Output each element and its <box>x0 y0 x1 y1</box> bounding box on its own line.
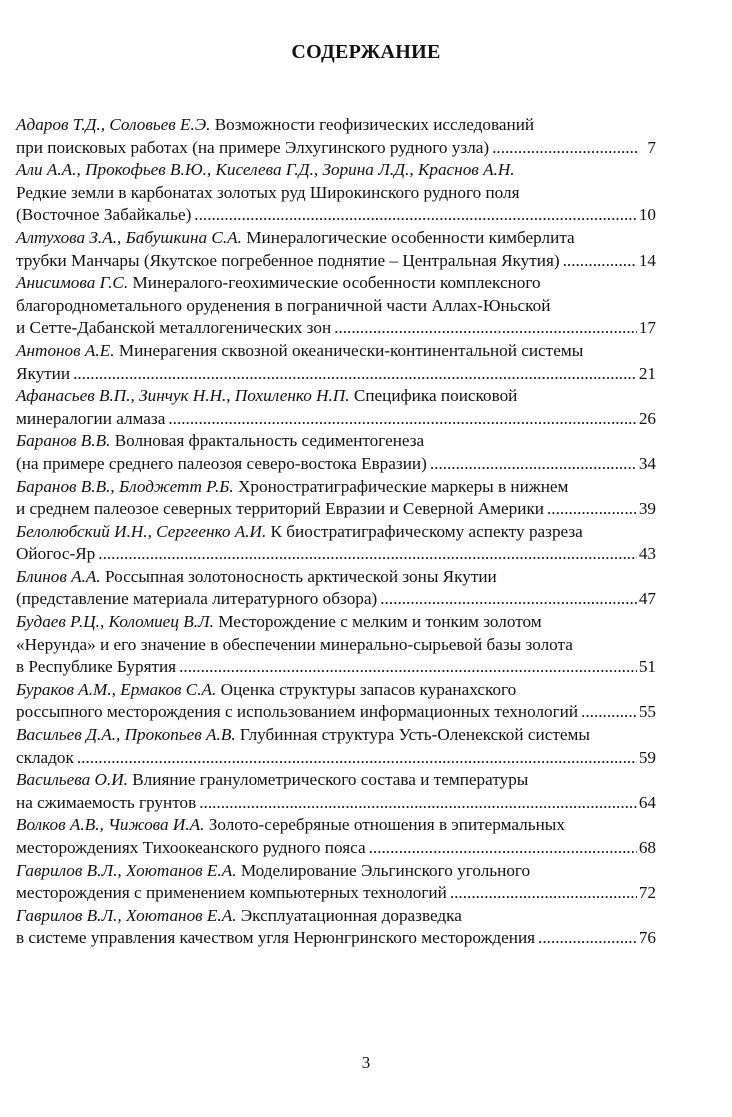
toc-entry-title-text: Специфика поисковой <box>349 386 518 406</box>
dot-leader <box>179 656 637 679</box>
toc-entry-line <box>16 227 656 250</box>
toc-entry-authors: Баранов В.В., Блоджетт Р.Б. <box>16 476 234 496</box>
toc-entry-page: 7 <box>647 137 656 157</box>
toc-entry-line <box>16 769 656 792</box>
toc-entry-title-text: (представление материала литературного обзора) <box>16 589 378 609</box>
toc-entry-title-text: месторождениях Тихоокеанского рудного пояса <box>16 838 366 857</box>
dot-leader <box>563 250 637 273</box>
dot-leader <box>450 882 637 905</box>
toc-entry-line <box>16 385 656 408</box>
toc-entry-line <box>16 340 656 363</box>
toc-entry-title-text: Минерагения сквозной океанически-континентальной системы <box>114 340 584 360</box>
toc-entry-authors: Бураков А.М., Ермаков С.А. <box>16 679 217 699</box>
toc-entry <box>16 430 656 475</box>
toc-entry-authors: Баранов В.В. <box>16 431 111 451</box>
toc-entry-line <box>16 566 656 589</box>
toc-entry-line <box>16 724 656 747</box>
toc-entry <box>16 159 656 227</box>
dot-leader <box>547 498 637 521</box>
toc-entry <box>16 905 656 950</box>
dot-leader <box>581 701 637 724</box>
toc-entry-last-line <box>16 792 656 815</box>
toc-entry-last-line <box>16 498 656 521</box>
toc-entry <box>16 566 656 611</box>
table-of-contents <box>16 114 656 950</box>
toc-entry-page: 47 <box>638 589 656 609</box>
dot-leader <box>98 543 637 566</box>
toc-entry-authors: Васильева О.И. <box>16 770 128 790</box>
toc-entry-authors: Гаврилов В.Л., Хоютанов Е.А. <box>16 860 237 880</box>
toc-entry-authors: Волков А.В., Чижова И.А. <box>16 815 205 835</box>
toc-entry <box>16 724 656 769</box>
toc-entry-line <box>16 521 656 544</box>
toc-entry <box>16 476 656 521</box>
toc-entry-title-text: трубки Манчары (Якутское погребенное поднятие – Центральная Якутия) <box>16 250 560 270</box>
toc-entry-title-text: Хроностратиграфические маркеры в нижнем <box>233 476 569 496</box>
toc-entry-title-text: складок <box>16 747 74 767</box>
toc-entry-last-line <box>16 882 656 905</box>
toc-entry-page: 64 <box>638 792 656 812</box>
toc-entry-line <box>16 814 656 837</box>
toc-entry <box>16 769 656 814</box>
toc-entry <box>16 611 656 679</box>
dot-leader <box>77 747 637 770</box>
toc-entry-authors: Адаров Т.Д., Соловьев Е.Э. <box>16 115 211 134</box>
toc-entry-title-text: Волновая фрактальность седиментогенеза <box>110 431 425 451</box>
toc-entry-last-line <box>16 588 656 611</box>
toc-entry-title-text: Минералогические особенности кимберлита <box>241 227 575 247</box>
toc-entry-page: 76 <box>638 928 656 948</box>
toc-entry-authors: Васильев Д.А., Прокопьев А.В. <box>16 725 236 745</box>
toc-entry <box>16 340 656 385</box>
toc-entry-line <box>16 860 656 883</box>
toc-entry-authors: Блинов А.А. <box>16 566 101 586</box>
toc-entry-last-line <box>16 317 656 340</box>
toc-entry-last-line <box>16 363 656 386</box>
toc-entry-title-text: россыпного месторождения с использованием информационных технологий <box>16 702 579 722</box>
toc-entry-title-text: при поисковых работах (на примере Элхугинского рудного узла) <box>16 137 490 157</box>
toc-entry-page: 34 <box>638 453 656 473</box>
toc-entry-last-line <box>16 408 656 431</box>
toc-entry-line <box>16 634 656 657</box>
toc-entry-authors: Алтухова З.А., Бабушкина С.А. <box>16 227 242 247</box>
toc-entry <box>16 114 656 159</box>
toc-entry-page: 51 <box>638 657 656 677</box>
toc-entry-line <box>16 295 656 318</box>
toc-entry-title-text: Возможности геофизических исследований <box>210 115 535 134</box>
toc-entry <box>16 272 656 340</box>
toc-entry-title-text: на сжимаемость грунтов <box>16 792 197 812</box>
toc-entry-authors: Гаврилов В.Л., Хоютанов Е.А. <box>16 905 237 925</box>
toc-entry-last-line <box>16 204 656 227</box>
toc-entry-page: 72 <box>638 883 656 903</box>
toc-entry-page: 14 <box>638 250 656 270</box>
dot-leader <box>168 408 636 431</box>
toc-entry-title-text: Россыпная золотоносность арктической зоны Якутии <box>100 566 497 586</box>
toc-entry <box>16 385 656 430</box>
page-title: СОДЕРЖАНИЕ <box>291 41 441 63</box>
toc-entry-line <box>16 159 656 182</box>
toc-entry-authors: Али А.А., Прокофьев В.Ю., Киселева Г.Д., Зорина Л.Д., Краснов А.Н. <box>16 160 515 180</box>
toc-entry-title-text: месторождения с применением компьютерных технологий <box>16 883 447 903</box>
dot-leader <box>369 837 637 860</box>
toc-entry-title-text: в системе управления качеством угля Нерюнгринского месторождения <box>16 928 536 948</box>
toc-entry-line <box>16 611 656 634</box>
toc-entry-title-text: (Восточное Забайкалье) <box>16 205 192 225</box>
toc-entry-last-line <box>16 137 656 160</box>
toc-entry-authors: Антонов А.Е. <box>16 340 115 360</box>
toc-entry-last-line <box>16 453 656 476</box>
toc-entry-authors: Анисимова Г.С. <box>16 273 129 293</box>
toc-entry-line <box>16 430 656 453</box>
page-number: 3 <box>361 1053 371 1072</box>
toc-entry-page: 43 <box>638 544 656 564</box>
toc-entry-last-line <box>16 543 656 566</box>
toc-entry-authors: Белолюбский И.Н., Сергеенко А.И. <box>16 521 267 541</box>
toc-entry-last-line <box>16 250 656 273</box>
toc-entry-title-text: Ойогос-Яр <box>16 544 96 564</box>
toc-entry <box>16 521 656 566</box>
dot-leader <box>73 363 637 386</box>
toc-entry-title-text: и Сетте-Дабанской металлогенических зон <box>16 318 332 338</box>
toc-entry-authors: Будаев Р.Ц., Коломиец В.Л. <box>16 612 214 632</box>
toc-entry-line <box>16 905 656 928</box>
toc-entry-title-text: Месторождение с мелким и тонким золотом <box>213 612 542 632</box>
toc-entry-title-text: благороднометального оруденения в пограничной части Аллах-Юньской <box>16 295 551 315</box>
toc-entry-title-text: Оценка структуры запасов куранахского <box>216 679 517 699</box>
toc-entry-last-line <box>16 701 656 724</box>
toc-entry-page: 26 <box>638 408 656 428</box>
toc-entry-line <box>16 679 656 702</box>
toc-entry-title-text: Золото-серебряные отношения в эпитермальных <box>204 815 565 835</box>
toc-entry-title-text: Глубинная структура Усть-Оленекской системы <box>235 725 590 745</box>
toc-entry-line <box>16 114 656 137</box>
toc-entry <box>16 814 656 859</box>
toc-entry-title-text: Эксплуатационная доразведка <box>236 905 462 925</box>
dot-leader <box>334 317 637 340</box>
toc-entry <box>16 679 656 724</box>
dot-leader <box>430 453 637 476</box>
toc-entry-title-text: «Нерунда» и его значение в обеспечении минерально-сырьевой базы золота <box>16 634 573 654</box>
toc-entry-page: 55 <box>638 702 656 722</box>
toc-entry-title-text: Редкие земли в карбонатах золотых руд Широкинского рудного поля <box>16 182 520 202</box>
toc-entry-last-line <box>16 837 656 860</box>
toc-entry-title-text: К биостратиграфическому аспекту разреза <box>266 521 583 541</box>
toc-entry <box>16 227 656 272</box>
toc-entry <box>16 860 656 905</box>
toc-entry-line <box>16 476 656 499</box>
toc-entry-title-text: Влияние гранулометрического состава и температуры <box>127 770 529 790</box>
toc-entry-line <box>16 182 656 205</box>
toc-entry-last-line <box>16 656 656 679</box>
dot-leader <box>538 927 637 950</box>
toc-entry-title-text: Минералого-геохимические особенности комплексного <box>128 273 541 293</box>
dot-leader <box>199 792 637 815</box>
toc-entry-page: 21 <box>638 363 656 383</box>
toc-entry-title-text: (на примере среднего палеозоя северо-востока Евразии) <box>16 453 427 473</box>
toc-entry-title-text: в Республике Бурятия <box>16 657 177 677</box>
toc-entry-last-line <box>16 927 656 950</box>
toc-entry-page: 17 <box>638 318 656 338</box>
toc-entry-page: 68 <box>638 838 656 857</box>
toc-entry-last-line <box>16 747 656 770</box>
toc-entry-title-text: Якутии <box>16 363 71 383</box>
toc-entry-page: 59 <box>638 747 656 767</box>
dot-leader <box>492 137 638 160</box>
toc-entry-title-text: и среднем палеозое северных территорий Евразии и Северной Америки <box>16 499 544 519</box>
toc-entry-page: 10 <box>638 205 656 225</box>
toc-entry-page: 39 <box>638 499 656 519</box>
toc-entry-title-text: Моделирование Эльгинского угольного <box>236 860 531 880</box>
toc-entry-authors: Афанасьев В.П., Зинчук Н.Н., Похиленко Н.П. <box>16 386 350 406</box>
toc-entry-line <box>16 272 656 295</box>
dot-leader <box>380 588 637 611</box>
dot-leader <box>194 204 637 227</box>
toc-entry-title-text: минералогии алмаза <box>16 408 166 428</box>
